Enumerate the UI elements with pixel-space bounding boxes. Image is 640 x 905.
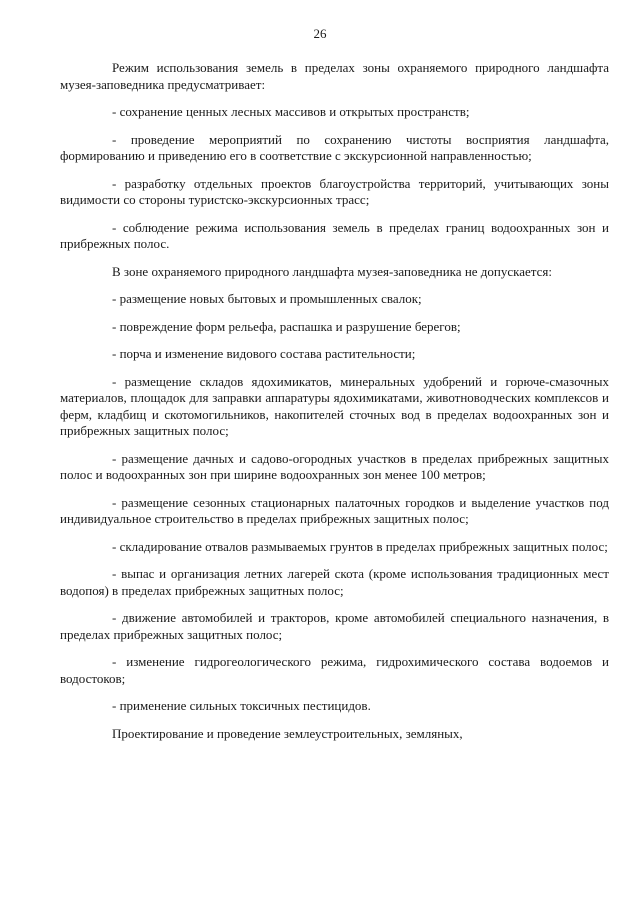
paragraph-continuation: Проектирование и проведение землеустроительных, земляных, bbox=[112, 725, 463, 741]
paragraph-list-item: - движение автомобилей и тракторов, кроме автомобилей специального назначения, в пределах прибрежных защитных полос; bbox=[60, 610, 609, 642]
paragraph-list-item: - порча и изменение видового состава растительности; bbox=[112, 346, 416, 361]
document-body bbox=[60, 60, 609, 753]
paragraph-list-item: - размещение новых бытовых и промышленных свалок; bbox=[112, 291, 422, 306]
paragraph-list-item: - применение сильных токсичных пестицидов. bbox=[112, 698, 371, 713]
paragraph-list-item: - проведение мероприятий по сохранению чистоты восприятия ландшафта, формированию и приведению его в соответствие с экскурсионной направленностью; bbox=[60, 131, 609, 163]
paragraph-list-item: - размещение сезонных стационарных палаточных городков и выделение участков под индивидуальное строительство в пределах прибрежных защитных полос; bbox=[60, 494, 609, 526]
paragraph-list-item: - изменение гидрогеологического режима, гидрохимического состава водоемов и водостоков; bbox=[60, 654, 609, 686]
paragraph-intro: Режим использования земель в пределах зоны охраняемого природного ландшафта музея-заповедника предусматривает: bbox=[60, 60, 609, 92]
paragraph-list-item: - выпас и организация летних лагерей скота (кроме использования традиционных мест водопоя) в пределах прибрежных защитных полос; bbox=[60, 566, 609, 598]
paragraph-list-item: - повреждение форм рельефа, распашка и разрушение берегов; bbox=[112, 318, 461, 334]
page-number: 26 bbox=[313, 26, 327, 41]
paragraph-list-item: - сохранение ценных лесных массивов и открытых пространств; bbox=[112, 104, 470, 119]
paragraph-prohibitions-intro: В зоне охраняемого природного ландшафта музея-заповедника не допускается: bbox=[112, 263, 552, 279]
paragraph-list-item: - размещение дачных и садово-огородных участков в пределах прибрежных защитных полос и водоохранных зон при ширине водоохранных зон менее 100 метров; bbox=[60, 450, 609, 482]
paragraph-list-item: - соблюдение режима использования земель в пределах границ водоохранных зон и прибрежных полос. bbox=[60, 219, 609, 251]
paragraph-list-item: - размещение складов ядохимикатов, минеральных удобрений и горюче-смазочных материалов, площадок для заправки аппаратуры ядохимикатами, животноводческих комплексов и ферм, кладбищ и скотомогильников, накопителей сточных вод в пределах водоохранных зон и прибрежных защитных полос; bbox=[60, 373, 609, 438]
paragraph-list-item: - складирование отвалов размываемых грунтов в пределах прибрежных защитных полос; bbox=[112, 538, 608, 554]
paragraph-list-item: - разработку отдельных проектов благоустройства территорий, учитывающих зоны видимости со стороны туристско-экскурсионных трасс; bbox=[60, 175, 609, 207]
